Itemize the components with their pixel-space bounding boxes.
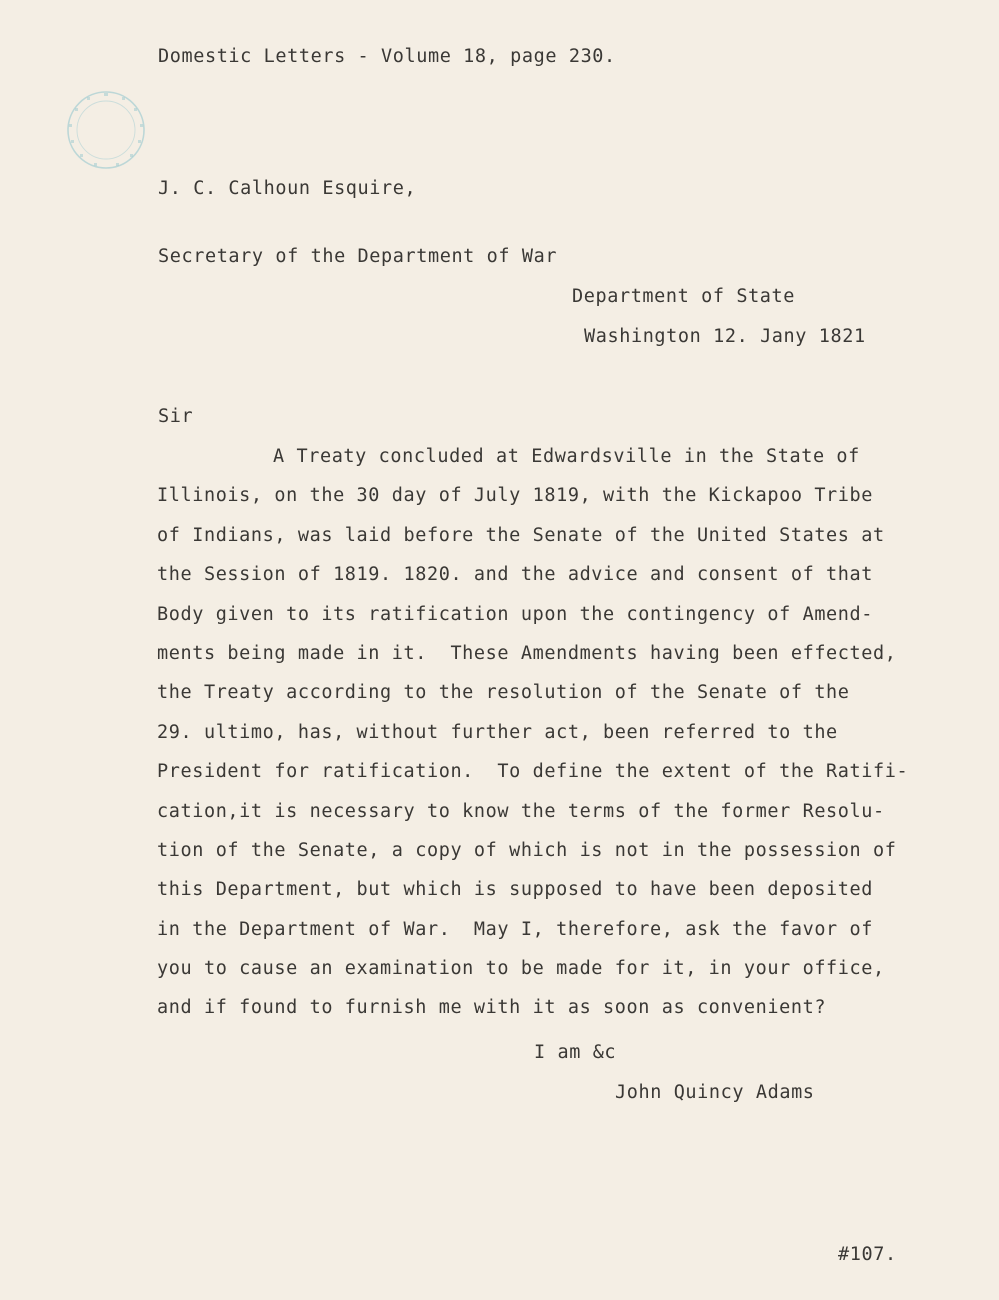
archives-stamp (64, 88, 148, 172)
body-line: A Treaty concluded at Edwardsville in the State of (273, 446, 860, 467)
body-line: tion of the Senate, a copy of which is not in the possession of (157, 839, 897, 861)
salutation: Sir (158, 406, 194, 427)
addressee-title: Secretary of the Department of War (158, 246, 558, 267)
stamp-lettering (64, 172, 65, 173)
body-line: Body given to its ratification upon the contingency of Amend- (157, 603, 874, 625)
body-line: cation,it is necessary to know the terms of the former Resolu- (157, 800, 885, 822)
body-line: this Department, but which is supposed to have been deposited (157, 879, 874, 901)
body-line: ments being made in it. These Amendments having been effected, (157, 642, 897, 664)
signature: John Quincy Adams (615, 1082, 815, 1103)
body-line: the Session of 1819. 1820. and the advice and consent of that (157, 564, 874, 586)
body-line: 29. ultimo, has, without further act, been referred to the (157, 721, 838, 743)
place-and-date: Washington 12. Jany 1821 (584, 326, 866, 347)
archive-reference-header: Domestic Letters - Volume 18, page 230. (158, 46, 616, 67)
body-line: and if found to furnish me with it as soon as convenient? (157, 997, 827, 1019)
archives-seal-icon (64, 88, 148, 172)
sender-department: Department of State (572, 286, 796, 307)
body-line: the Treaty according to the resolution of the Senate of the (157, 682, 850, 704)
addressee-name: J. C. Calhoun Esquire, (158, 178, 417, 199)
body-line: of Indians, was laid before the Senate of the United States at (157, 524, 885, 546)
closing: I am &c (534, 1042, 617, 1063)
body-line: you to cause an examination to be made for it, in your office, (157, 958, 885, 980)
document-number: #107. (838, 1244, 897, 1265)
letter-body (157, 446, 908, 1037)
body-line: Illinois, on the 30 day of July 1819, with the Kickapoo Tribe (157, 485, 874, 507)
body-line: in the Department of War. May I, therefore, ask the favor of (157, 918, 874, 940)
body-line: President for ratification. To define the extent of the Ratifi- (157, 761, 909, 783)
